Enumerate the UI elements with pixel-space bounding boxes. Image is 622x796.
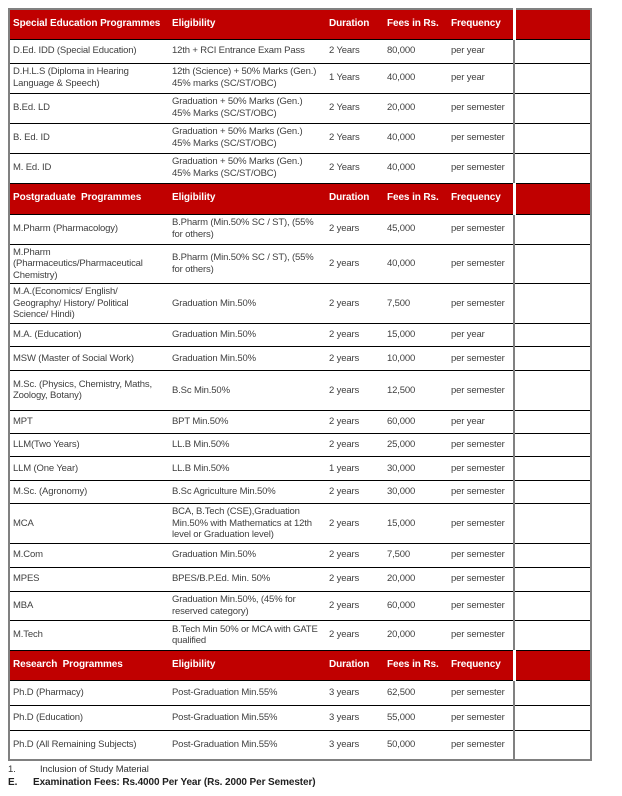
programme-cell: D.Ed. IDD (Special Education) [9,39,169,63]
frequency-cell: per semester [448,346,514,370]
empty-cell [514,705,591,730]
duration-cell: 1 years [326,456,384,480]
eligibility-cell: B.Tech Min 50% or MCA with GATE qualified [169,620,326,650]
table-row [9,244,591,284]
table-row [9,39,591,63]
duration-cell: 2 years [326,323,384,346]
fees-cell: 60,000 [384,591,448,620]
fees-cell: 30,000 [384,480,448,503]
duration-cell: 2 years [326,214,384,244]
programme-cell: M.Sc. (Physics, Chemistry, Maths, Zoology, Botany) [9,370,169,410]
fees-table [8,8,592,761]
table-row [9,153,591,183]
duration-cell: 2 years [326,480,384,503]
eligibility-cell: Graduation + 50% Marks (Gen.) 45% Marks (SC/ST/OBC) [169,153,326,183]
note-study-material [8,764,590,775]
empty-cell [514,591,591,620]
fees-cell: 10,000 [384,346,448,370]
footnotes [8,764,590,788]
eligibility-cell: BCA, B.Tech (CSE),Graduation Min.50% with Mathematics at 12th level or Graduation level) [169,503,326,543]
duration-cell: 2 years [326,410,384,433]
eligibility-cell: BPES/B.P.Ed. Min. 50% [169,567,326,591]
frequency-cell: per semester [448,567,514,591]
eligibility-cell: LL.B Min.50% [169,456,326,480]
programme-cell: M.Pharm (Pharmaceutics/Pharmaceutical Chemistry) [9,244,169,284]
eligibility-cell: LL.B Min.50% [169,433,326,456]
frequency-header-cell: Frequency [448,9,514,39]
empty-cell [514,456,591,480]
duration-cell: 2 years [326,244,384,284]
table-row [9,503,591,543]
frequency-cell: per semester [448,370,514,410]
frequency-cell: per semester [448,730,514,760]
fees-cell: 60,000 [384,410,448,433]
duration-cell: 3 years [326,705,384,730]
duration-cell: 3 years [326,680,384,705]
programme-cell: LLM(Two Years) [9,433,169,456]
eligibility-cell: B.Pharm (Min.50% SC / ST), (55% for others) [169,244,326,284]
frequency-cell: per semester [448,433,514,456]
table-row [9,680,591,705]
empty-header-cell [514,650,591,680]
duration-cell: 2 Years [326,153,384,183]
frequency-cell: per semester [448,503,514,543]
programme-cell: MPT [9,410,169,433]
note-text: Examination Fees: Rs.4000 Per Year (Rs. 2000 Per Semester) [33,777,316,789]
section-header-row [9,183,591,214]
frequency-cell: per semester [448,284,514,324]
frequency-cell: per year [448,410,514,433]
duration-header-cell: Duration [326,9,384,39]
fees-cell: 40,000 [384,63,448,93]
fees-cell: 40,000 [384,123,448,153]
table-row [9,370,591,410]
duration-cell: 2 years [326,346,384,370]
eligibility-cell: Graduation Min.50% [169,346,326,370]
programme-cell: M.Sc. (Agronomy) [9,480,169,503]
section-header-row [9,650,591,680]
duration-cell: 2 years [326,591,384,620]
programme-cell: M.A.(Economics/ English/ Geography/ History/ Political Science/ Hindi) [9,284,169,324]
empty-cell [514,567,591,591]
note-number: 1. [8,764,16,776]
table-row [9,730,591,760]
fees-table-body [9,9,591,760]
eligibility-cell: B.Sc Min.50% [169,370,326,410]
duration-cell: 2 years [326,433,384,456]
duration-cell: 2 years [326,543,384,567]
empty-cell [514,39,591,63]
empty-cell [514,214,591,244]
frequency-cell: per semester [448,153,514,183]
duration-cell: 2 years [326,503,384,543]
empty-cell [514,323,591,346]
duration-cell: 2 years [326,567,384,591]
empty-cell [514,284,591,324]
fees-header-cell: Fees in Rs. [384,9,448,39]
fees-cell: 7,500 [384,284,448,324]
empty-cell [514,480,591,503]
frequency-cell: per semester [448,480,514,503]
programme-cell: MSW (Master of Social Work) [9,346,169,370]
fees-cell: 15,000 [384,323,448,346]
table-row [9,567,591,591]
eligibility-cell: BPT Min.50% [169,410,326,433]
programme-cell: M.Com [9,543,169,567]
fees-header-cell: Fees in Rs. [384,650,448,680]
frequency-header-cell: Frequency [448,183,514,214]
eligibility-cell: Post-Graduation Min.55% [169,705,326,730]
note-number: E. [8,777,18,789]
programme-cell: B.Ed. LD [9,93,169,123]
eligibility-cell: Post-Graduation Min.55% [169,730,326,760]
eligibility-cell: Graduation Min.50% [169,543,326,567]
programme-cell: M.A. (Education) [9,323,169,346]
empty-header-cell [514,183,591,214]
programme-cell: Ph.D (All Remaining Subjects) [9,730,169,760]
fees-cell: 20,000 [384,620,448,650]
note-exam-fees [8,777,590,788]
empty-cell [514,503,591,543]
eligibility-cell: Graduation Min.50% [169,323,326,346]
table-row [9,214,591,244]
fees-cell: 50,000 [384,730,448,760]
section-title-cell: Postgraduate Programmes [9,183,169,214]
duration-cell: 1 Years [326,63,384,93]
fees-cell: 55,000 [384,705,448,730]
empty-cell [514,620,591,650]
programme-cell: Ph.D (Pharmacy) [9,680,169,705]
table-row [9,705,591,730]
table-row [9,93,591,123]
eligibility-header-cell: Eligibility [169,183,326,214]
eligibility-cell: Graduation Min.50%, (45% for reserved category) [169,591,326,620]
table-row [9,480,591,503]
empty-cell [514,680,591,705]
empty-cell [514,346,591,370]
eligibility-cell: 12th (Science) + 50% Marks (Gen.) 45% marks (SC/ST/OBC) [169,63,326,93]
empty-cell [514,433,591,456]
frequency-cell: per semester [448,705,514,730]
section-title-cell: Special Education Programmes [9,9,169,39]
fees-cell: 62,500 [384,680,448,705]
programme-cell: Ph.D (Education) [9,705,169,730]
table-row [9,456,591,480]
eligibility-cell: B.Pharm (Min.50% SC / ST), (55% for others) [169,214,326,244]
empty-cell [514,730,591,760]
fees-cell: 15,000 [384,503,448,543]
programme-cell: B. Ed. ID [9,123,169,153]
eligibility-cell: Graduation + 50% Marks (Gen.) 45% Marks (SC/ST/OBC) [169,93,326,123]
fees-cell: 45,000 [384,214,448,244]
frequency-header-cell: Frequency [448,650,514,680]
fees-cell: 20,000 [384,567,448,591]
fees-cell: 7,500 [384,543,448,567]
frequency-cell: per year [448,323,514,346]
duration-cell: 2 Years [326,39,384,63]
eligibility-cell: 12th + RCI Entrance Exam Pass [169,39,326,63]
frequency-cell: per year [448,63,514,93]
programme-cell: M.Pharm (Pharmacology) [9,214,169,244]
table-row [9,591,591,620]
empty-header-cell [514,9,591,39]
duration-cell: 2 Years [326,93,384,123]
fees-cell: 25,000 [384,433,448,456]
table-row [9,63,591,93]
frequency-cell: per semester [448,93,514,123]
duration-cell: 3 years [326,730,384,760]
eligibility-header-cell: Eligibility [169,9,326,39]
programme-cell: M.Tech [9,620,169,650]
table-row [9,323,591,346]
frequency-cell: per semester [448,456,514,480]
empty-cell [514,63,591,93]
table-row [9,410,591,433]
duration-header-cell: Duration [326,650,384,680]
programme-cell: M. Ed. ID [9,153,169,183]
frequency-cell: per semester [448,123,514,153]
duration-cell: 2 Years [326,123,384,153]
table-row [9,620,591,650]
frequency-cell: per semester [448,591,514,620]
fees-cell: 40,000 [384,153,448,183]
table-row [9,543,591,567]
duration-cell: 2 years [326,370,384,410]
table-row [9,123,591,153]
fees-cell: 40,000 [384,244,448,284]
duration-header-cell: Duration [326,183,384,214]
eligibility-cell: B.Sc Agriculture Min.50% [169,480,326,503]
empty-cell [514,123,591,153]
eligibility-cell: Graduation Min.50% [169,284,326,324]
duration-cell: 2 years [326,284,384,324]
frequency-cell: per semester [448,620,514,650]
programme-cell: D.H.L.S (Diploma in Hearing Language & Speech) [9,63,169,93]
duration-cell: 2 years [326,620,384,650]
empty-cell [514,93,591,123]
programme-cell: LLM (One Year) [9,456,169,480]
frequency-cell: per semester [448,214,514,244]
eligibility-cell: Graduation + 50% Marks (Gen.) 45% Marks (SC/ST/OBC) [169,123,326,153]
empty-cell [514,543,591,567]
note-text: Inclusion of Study Material [40,764,149,776]
empty-cell [514,410,591,433]
fees-cell: 30,000 [384,456,448,480]
frequency-cell: per year [448,39,514,63]
eligibility-cell: Post-Graduation Min.55% [169,680,326,705]
section-title-cell: Research Programmes [9,650,169,680]
empty-cell [514,153,591,183]
programme-cell: MCA [9,503,169,543]
empty-cell [514,244,591,284]
frequency-cell: per semester [448,680,514,705]
eligibility-header-cell: Eligibility [169,650,326,680]
table-row [9,346,591,370]
section-header-row [9,9,591,39]
fees-header-cell: Fees in Rs. [384,183,448,214]
fees-cell: 12,500 [384,370,448,410]
fees-cell: 20,000 [384,93,448,123]
table-row [9,284,591,324]
frequency-cell: per semester [448,244,514,284]
table-row [9,433,591,456]
fees-cell: 80,000 [384,39,448,63]
programme-cell: MBA [9,591,169,620]
frequency-cell: per semester [448,543,514,567]
empty-cell [514,370,591,410]
programme-cell: MPES [9,567,169,591]
